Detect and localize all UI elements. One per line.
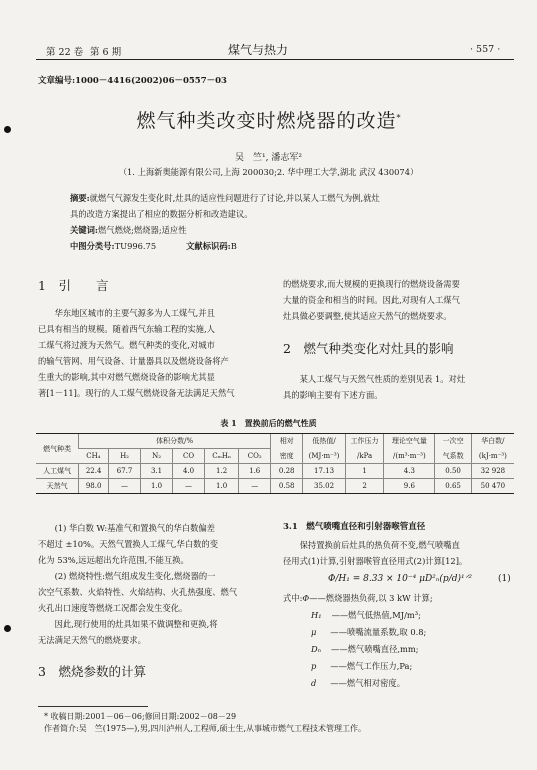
equation-1-number: (1) bbox=[498, 574, 511, 584]
table-header-prop-bottom: 气系数 bbox=[435, 449, 471, 464]
table-cell: 35.02 bbox=[303, 479, 346, 494]
table-header-prop-bottom: /(m³·m⁻³) bbox=[384, 449, 435, 464]
footnote bbox=[44, 711, 366, 735]
table-1 bbox=[36, 433, 514, 494]
table-cell: 0.50 bbox=[435, 464, 471, 479]
table-cell: 1.6 bbox=[239, 464, 271, 479]
table-header-component: CₘHₙ bbox=[205, 449, 239, 464]
symbol-definition: ——燃气低热值,MJ/m³; bbox=[331, 610, 421, 620]
right-intro bbox=[283, 276, 515, 324]
symbol: Dₙ bbox=[311, 644, 322, 654]
table-header-component: CO bbox=[173, 449, 205, 464]
table-cell: 4.3 bbox=[384, 464, 435, 479]
table-cell: 9.6 bbox=[384, 479, 435, 494]
table-row bbox=[36, 464, 514, 479]
section-1-title: 1 引 言 bbox=[38, 278, 109, 293]
section-1-line: 著[1－11]。现行的人工煤气燃烧设备无法满足天然气 bbox=[38, 388, 235, 398]
table-header-prop-bottom: 密度 bbox=[271, 449, 303, 464]
section-2-title: 2 燃气种类变化对灶具的影响 bbox=[283, 341, 454, 356]
keywords: 燃气燃烧;燃烧器;适应性 bbox=[97, 225, 187, 235]
footnote-received: * 收稿日期:2001－06－06;修回日期:2002－08－29 bbox=[44, 712, 237, 721]
table-header-prop-bottom: /kPa bbox=[345, 449, 383, 464]
symbol-definition: ——燃烧器热负荷,以 3 kW 计算; bbox=[309, 593, 433, 603]
table-header-prop-top: 工作压力 bbox=[345, 434, 383, 449]
abstract-label: 摘要: bbox=[70, 193, 90, 203]
symbol: d bbox=[311, 678, 317, 688]
symbol-definition: ——燃气相对密度。 bbox=[330, 678, 405, 688]
table-header-prop-bottom: (MJ·m⁻³) bbox=[303, 449, 346, 464]
right-intro-line: 的燃烧要求,而大规模的更换现行的燃烧设备需要 bbox=[283, 279, 460, 289]
footnote-rule bbox=[38, 706, 148, 707]
table-cell: 22.4 bbox=[79, 464, 109, 479]
table-cell: 32 928 bbox=[471, 464, 514, 479]
section-1-line: 的输气管网、用气设备、计量器具以及燃烧设备将产 bbox=[38, 356, 229, 366]
influence-line: (1) 华白数 W:基准气和置换气的华白数偏差 bbox=[54, 523, 215, 533]
abstract-line-2: 具的改造方案提出了相应的数据分析和改造建议。 bbox=[70, 209, 253, 219]
binding-hole-bottom bbox=[4, 625, 11, 632]
symbol: μ bbox=[311, 627, 317, 637]
table-header-prop-bottom: (kJ·m⁻³) bbox=[471, 449, 514, 464]
symbol: H₁ bbox=[311, 610, 322, 620]
table-header-component: H₂ bbox=[109, 449, 141, 464]
influence-line: 化为 53%,远远超出允许范围,不能互换。 bbox=[38, 555, 189, 565]
table-header-component: CO₂ bbox=[239, 449, 271, 464]
section-2-line: 某人工煤气与天然气性质的差别见表 1。对灶 bbox=[299, 374, 466, 384]
table-cell: 3.1 bbox=[141, 464, 173, 479]
table-header-prop-top: 低热值/ bbox=[303, 434, 346, 449]
influence-line: 因此,现行使用的灶具如果不做调整和更换,将 bbox=[54, 619, 218, 629]
table-cell: 1.2 bbox=[205, 464, 239, 479]
title-block bbox=[0, 106, 537, 133]
header-issue: 第 6 期 bbox=[90, 47, 122, 58]
table-cell: 0.65 bbox=[435, 479, 471, 494]
table-cell: 1.0 bbox=[141, 479, 173, 494]
table-cell: 98.0 bbox=[79, 479, 109, 494]
header-rule bbox=[36, 59, 514, 60]
section-2-line: 具的影响主要有下述方面。 bbox=[283, 390, 383, 400]
influence-line: 次空气系数、火焰特性、火焰结构、火孔热强度、燃气 bbox=[38, 587, 238, 597]
table-cell: 67.7 bbox=[109, 464, 141, 479]
header-journal: 煤气与热力 bbox=[228, 43, 289, 57]
equation-1: Φ/H₁ = 8.33 × 10⁻⁴ μD²ₙ(p/d)¹ᐟ² bbox=[328, 574, 473, 584]
table-header-component: N₂ bbox=[141, 449, 173, 464]
table-header-volume-fraction: 体积分数/% bbox=[79, 434, 271, 449]
right-intro-line: 大量的资金和相当的时间。因此,对现有人工煤气 bbox=[283, 295, 460, 305]
clc-code: TU996.75 bbox=[114, 241, 157, 251]
section-3-title: 3 燃烧参数的计算 bbox=[38, 664, 146, 679]
table-header-prop-top: 一次空 bbox=[435, 434, 471, 449]
table-cell: — bbox=[173, 479, 205, 494]
section-1-body bbox=[38, 305, 270, 401]
keywords-label: 关键词: bbox=[70, 225, 98, 235]
abstract bbox=[70, 190, 470, 254]
symbol: p bbox=[311, 661, 317, 671]
footnote-author-bio: 作者简介:吴 竺(1975—),男,四川泸州人,工程师,硕士生,从事城市燃气工程技术管理工作。 bbox=[44, 724, 367, 733]
table-header-prop-top: 华白数/ bbox=[471, 434, 514, 449]
affiliations: （1. 上海新奥能源有限公司,上海 200030;2. 华中理工大学,湖北 武汉 430074） bbox=[118, 167, 419, 177]
table-row bbox=[36, 479, 514, 494]
influence-line: 无法满足天然气的燃烧要求。 bbox=[38, 635, 146, 645]
doc-code: B bbox=[230, 241, 237, 251]
table-cell: 4.0 bbox=[173, 464, 205, 479]
symbol-definition: ——燃气喷嘴直径,mm; bbox=[331, 644, 419, 654]
section-2-body bbox=[283, 371, 515, 403]
article-number: 文章编号:1000－4416(2002)06－0557－03 bbox=[38, 76, 227, 86]
table-header-prop-top: 相对 bbox=[271, 434, 303, 449]
table-cell: 17.13 bbox=[303, 464, 346, 479]
symbol-definition: ——喷嘴流量系数,取 0.8; bbox=[330, 627, 427, 637]
symbol-definition: ——燃气工作压力,Pa; bbox=[330, 661, 413, 671]
table-1-caption: 表 1 置换前后的燃气性质 bbox=[220, 418, 317, 428]
section-3-1-title: 3.1 燃气喷嘴直径和引射器喉管直径 bbox=[283, 522, 426, 532]
table-cell: 1.0 bbox=[205, 479, 239, 494]
influence-line: (2) 燃烧特性:燃气组成发生变化,燃烧器的一 bbox=[54, 571, 216, 581]
influence-list bbox=[38, 520, 270, 648]
table-header-gas-type: 燃气种类 bbox=[36, 434, 79, 464]
section-1-line: 华东地区城市的主要气源多为人工煤气,并且 bbox=[54, 308, 215, 318]
table-cell: 0.58 bbox=[271, 479, 303, 494]
table-cell-gas: 天然气 bbox=[36, 479, 79, 494]
symbol: Φ bbox=[302, 593, 310, 603]
section-1-line: 工煤气将过渡为天然气。燃气种类的变化,对城市 bbox=[38, 340, 215, 350]
table-header-prop-top: 理论空气量 bbox=[384, 434, 435, 449]
table-cell: 2 bbox=[345, 479, 383, 494]
right-intro-line: 灶具做必要调整,使其适应天然气的燃烧要求。 bbox=[283, 311, 452, 321]
table-header-component: CH₄ bbox=[86, 452, 101, 460]
title-footnote-mark: * bbox=[396, 113, 401, 123]
section-3-1-body bbox=[283, 537, 515, 569]
paper-title: 燃气种类改变时燃烧器的改造 bbox=[136, 110, 397, 132]
table-cell: — bbox=[109, 479, 141, 494]
influence-line: 火孔出口速度等燃烧工况都会发生变化。 bbox=[38, 603, 188, 613]
table-cell-gas: 人工煤气 bbox=[36, 464, 79, 479]
header-page-number: · 557 · bbox=[470, 44, 501, 55]
abstract-line-1: 就燃气气源发生变化时,灶具的适应性问题进行了讨论,并以某人工燃气为例,就灶 bbox=[89, 193, 380, 203]
section-3-1-line: 径用式(1)计算,引射器喉管直径用式(2)计算[12]。 bbox=[283, 556, 468, 566]
doc-code-label: 文献标识码: bbox=[186, 241, 231, 251]
authors: 吴 竺¹, 潘志军² bbox=[235, 153, 302, 163]
header-volume: 第 22 卷 bbox=[46, 47, 84, 58]
table-cell: 0.28 bbox=[271, 464, 303, 479]
table-cell: 1 bbox=[345, 464, 383, 479]
clc-label: 中图分类号: bbox=[70, 241, 115, 251]
table-cell: — bbox=[239, 479, 271, 494]
where-label: 式中: bbox=[283, 593, 303, 603]
section-1-line: 已具有相当的规模。随着西气东输工程的实施,人 bbox=[38, 324, 215, 334]
symbol-definitions bbox=[283, 590, 433, 692]
section-3-1-line: 保持置换前后灶具的热负荷不变,燃气喷嘴直 bbox=[299, 540, 460, 550]
table-cell: 50 470 bbox=[471, 479, 514, 494]
section-1-line: 生重大的影响,其中对燃气燃烧设备的影响尤其显 bbox=[38, 372, 215, 382]
influence-line: 不超过 ±10%。天然气置换人工煤气,华白数的变 bbox=[38, 539, 219, 549]
